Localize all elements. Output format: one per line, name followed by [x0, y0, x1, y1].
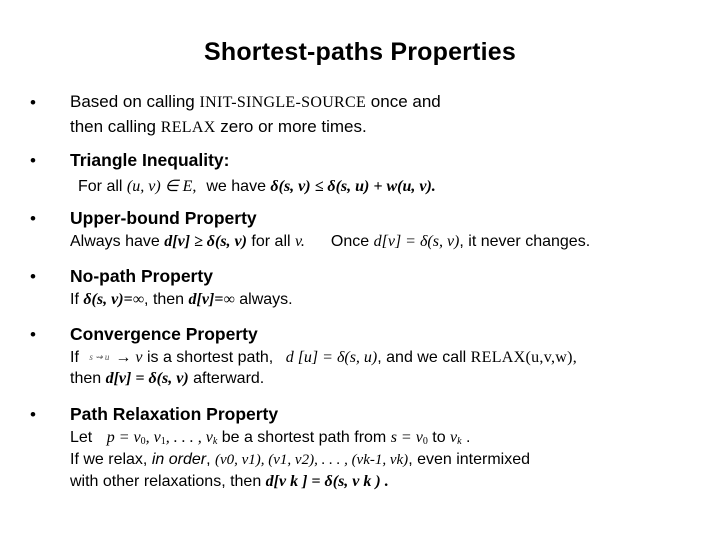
b5-du-eq: d [u] = δ(s, u): [285, 349, 378, 366]
b1-text: zero or more times.: [215, 117, 367, 136]
b2-text: we have: [206, 178, 271, 195]
b6-seq: , . . . , v: [165, 429, 213, 446]
b6-text: Let: [70, 429, 97, 446]
b3-equal: d[v] = δ(s, v): [373, 233, 460, 250]
b5-dv-eq: d[v] = δ(s, v): [105, 370, 189, 387]
b4-text: If: [70, 291, 84, 308]
b6-edge-sequence: (v0, v1), (v1, v2), . . . , (vk-1, vk): [214, 452, 409, 468]
b6-sub: 0: [422, 436, 428, 447]
bullet-1-line-1: [70, 92, 441, 112]
triangle-inequality-line: [78, 176, 436, 196]
upper-bound-heading: Upper-bound Property: [70, 208, 257, 228]
b5-text: then: [70, 370, 106, 387]
b5-arrow-v: → v: [115, 349, 143, 366]
b6-s-eq: s = v: [390, 429, 423, 446]
b1-text: once and: [366, 92, 441, 111]
b6-vk: v: [450, 429, 458, 446]
b6-in-order: in order: [151, 451, 207, 468]
b6-text: , even intermixed: [408, 451, 531, 468]
b3-var: v.: [295, 233, 305, 250]
b4-text: , then: [144, 291, 189, 308]
path-relaxation-line-3: [70, 473, 389, 491]
upper-bound-line: [70, 233, 590, 251]
b6-sub: k: [212, 436, 218, 447]
b6-text: .: [461, 429, 471, 446]
b5-text: afterward.: [188, 370, 265, 387]
path-relaxation-line-2: [70, 451, 530, 469]
bullet-marker-2: •: [30, 151, 36, 170]
bullet-marker-6: •: [30, 405, 36, 424]
b6-sub: 1: [160, 436, 166, 447]
b3-text: Once: [330, 233, 374, 250]
b3-text: for all: [246, 233, 295, 250]
bullet-1-line-2: [70, 117, 367, 137]
triangle-inequality-heading: Triangle Inequality:: [70, 150, 230, 170]
b6-text: ,: [206, 451, 215, 468]
no-path-line: [70, 291, 293, 309]
convergence-heading: Convergence Property: [70, 324, 258, 344]
b5-text: is a shortest path,: [142, 349, 278, 366]
b1-text: Based on calling: [70, 92, 200, 111]
b6-text: If we relax,: [70, 451, 152, 468]
b2-edge-set: (u, v) ∈ E,: [126, 178, 197, 195]
b1-text: then calling: [70, 117, 161, 136]
b3-text: , it never changes.: [459, 233, 591, 250]
b4-text: always.: [234, 291, 293, 308]
path-figure: s ⇝ u: [89, 352, 110, 362]
no-path-heading: No-path Property: [70, 266, 213, 286]
b6-sub: k: [457, 436, 462, 447]
convergence-line-1: [70, 349, 577, 367]
bullet-marker-4: •: [30, 267, 36, 286]
b6-seq: , v: [145, 429, 161, 446]
b6-p-eq: p = v: [106, 429, 141, 446]
b6-text: to: [427, 429, 451, 446]
bullet-marker-1: •: [30, 93, 36, 112]
convergence-line-2: [70, 370, 264, 388]
bullet-marker-5: •: [30, 325, 36, 344]
b5-text: , and we call: [377, 349, 471, 366]
b4-d-inf: d[v]=∞: [188, 291, 235, 308]
b3-text: Always have: [70, 233, 165, 250]
b6-final-eq: d[v k ] = δ(s, v k ) .: [265, 473, 389, 490]
b2-inequality: δ(s, v) ≤ δ(s, u) + w(u, v).: [270, 178, 436, 195]
relax-name: RELAX: [160, 119, 216, 136]
b6-text: with other relaxations, then: [70, 473, 266, 490]
b4-delta-inf: δ(s, v)=∞: [83, 291, 145, 308]
path-relaxation-line-1: [70, 429, 471, 447]
b2-text: For all: [78, 178, 127, 195]
b3-bound: d[v] ≥ δ(s, v): [164, 233, 247, 250]
b5-text: If: [70, 349, 84, 366]
slide-title: Shortest-paths Properties: [203, 38, 516, 66]
path-relaxation-heading: Path Relaxation Property: [70, 404, 279, 424]
b5-relax-call: RELAX(u,v,w),: [470, 349, 578, 366]
init-single-source: INIT-SINGLE-SOURCE: [199, 94, 367, 111]
b6-text: be a shortest path from: [217, 429, 391, 446]
b6-sub: 0: [140, 436, 146, 447]
bullet-marker-3: •: [30, 209, 36, 228]
